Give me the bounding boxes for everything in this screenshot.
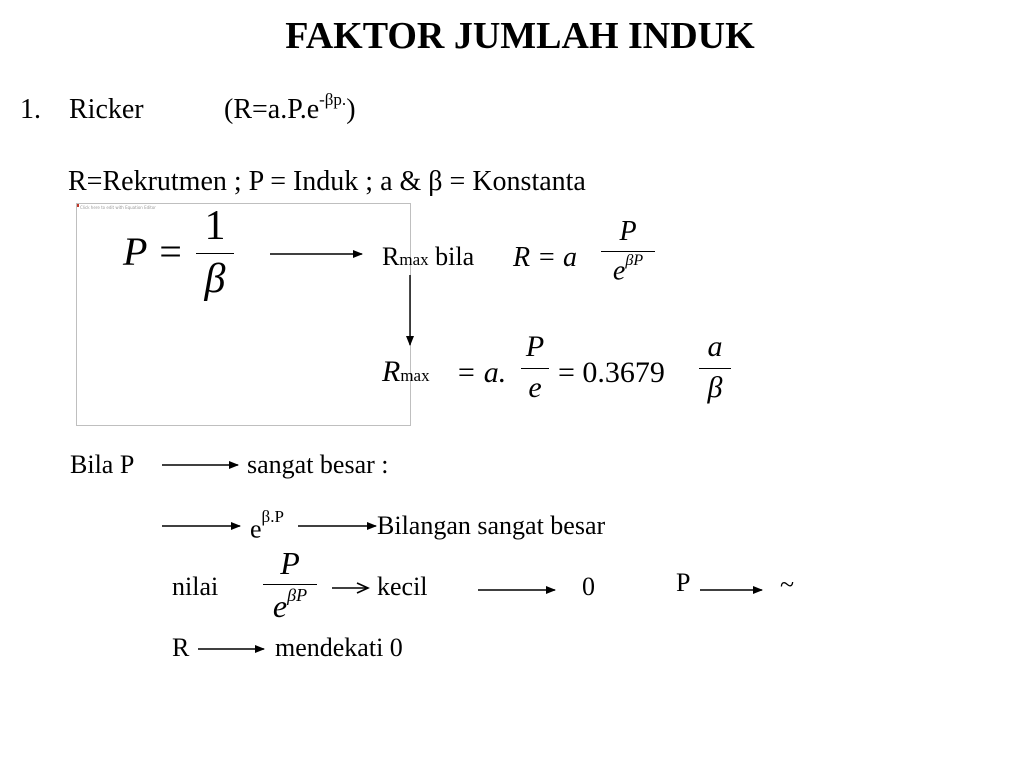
mendekati-label: mendekati 0 [275, 633, 403, 662]
kecil-label: kecil [377, 572, 428, 601]
rmax-condition-den-base: e [612, 255, 626, 287]
model-name: Ricker [69, 94, 144, 125]
eq-p-denominator: β [204, 256, 226, 302]
rmax-condition-lhs: R = a [513, 242, 577, 273]
nilai-den-exponent: βP [287, 585, 308, 606]
sangat-besar-label: sangat besar : [247, 450, 389, 479]
rmax-bila: bila [435, 242, 475, 271]
bila-p-label: Bila P [70, 450, 135, 479]
rmax-equation-frac1-num: P [525, 330, 545, 363]
list-number: 1. [20, 94, 41, 125]
r-label: R [172, 633, 190, 662]
rmax-condition-den-exponent: βP [625, 252, 644, 269]
rmax-equation-frac2-num: a [707, 330, 723, 363]
equation-object-hint: Click here to edit with Equation Editor [80, 205, 156, 210]
rmax-equation-frac1-den: e [528, 371, 542, 404]
nilai-den-base: e [272, 588, 288, 624]
eq-p-lhs: P = [123, 229, 184, 274]
ricker-formula-close: ) [346, 94, 356, 125]
nilai-label: nilai [172, 572, 219, 601]
e-power-exponent: β.P [261, 507, 284, 526]
rmax-sub: max [399, 250, 429, 269]
nilai-numerator: P [280, 545, 300, 581]
slide-title: FAKTOR JUMLAH INDUK [285, 15, 755, 57]
rmax-equation-frac2-den: β [707, 371, 723, 404]
rmax-condition-numerator: P [619, 216, 637, 247]
p-label: P [676, 568, 691, 597]
rmax-equation-eq: = a. [456, 356, 507, 389]
rmax-eq-sub: max [400, 366, 430, 385]
e-power-base: e [250, 514, 262, 544]
bilangan-label: Bilangan sangat besar [377, 511, 606, 540]
rmax-equation-constant: = 0.3679 [558, 356, 665, 389]
variable-legend: R=Rekrutmen ; P = Induk ; a & β = Konstanta [68, 166, 586, 197]
eq-p-numerator: 1 [204, 203, 226, 249]
ricker-formula-exponent: -βp. [319, 90, 347, 109]
zero-label: 0 [582, 572, 595, 601]
rmax-eq-r: R [382, 355, 401, 388]
ricker-formula-base: (R=a.P.e [224, 94, 320, 125]
rmax-r: R [382, 242, 400, 271]
tilde-label: ~ [780, 570, 795, 599]
